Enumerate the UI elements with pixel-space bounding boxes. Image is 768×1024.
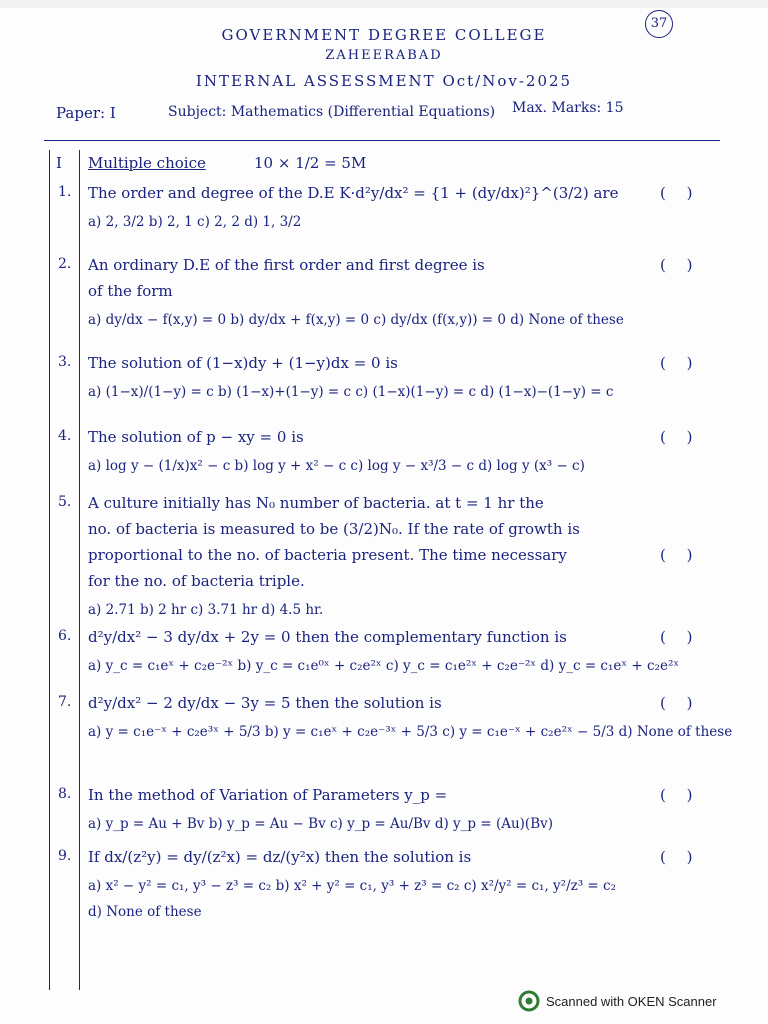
- scanner-text: Scanned with OKEN Scanner: [546, 993, 717, 1009]
- question-number: 2.: [58, 256, 72, 272]
- section-scheme: 10 × 1/2 = 5M: [254, 154, 367, 172]
- answer-options: a) log y − (1/x)x² − c b) log y + x² − c c) log y − x³/3 − c d) log y (x³ − c): [88, 458, 585, 474]
- answer-bracket: ( ): [660, 848, 701, 866]
- question-text: no. of bacteria is measured to be (3/2)N₀. If the rate of growth is: [88, 520, 580, 538]
- question-text: The order and degree of the D.E K·d²y/dx² = {1 + (dy/dx)²}^(3/2) are: [88, 184, 619, 202]
- answer-bracket: ( ): [660, 694, 701, 712]
- answer-options: d) None of these: [88, 904, 202, 920]
- answer-options: a) y_p = Au + Bv b) y_p = Au − Bv c) y_p = Au/Bv d) y_p = (Au)(Bv): [88, 816, 554, 832]
- header-divider: [44, 140, 720, 141]
- answer-bracket: ( ): [660, 546, 701, 564]
- page-top-edge: [0, 0, 768, 8]
- answer-bracket: ( ): [660, 256, 701, 274]
- answer-options: a) (1−x)/(1−y) = c b) (1−x)+(1−y) = c c) (1−x)(1−y) = c d) (1−x)−(1−y) = c: [88, 384, 614, 400]
- question-text: of the form: [88, 282, 173, 300]
- question-text: In the method of Variation of Parameters y_p =: [88, 786, 448, 804]
- question-number: 6.: [58, 628, 72, 644]
- answer-options: a) x² − y² = c₁, y³ − z³ = c₂ b) x² + y² = c₁, y³ + z³ = c₂ c) x²/y² = c₁, y²/z³ = c₂: [88, 878, 617, 894]
- college-town: ZAHEERABAD: [325, 48, 443, 63]
- page-number: 37: [645, 10, 673, 38]
- question-text: The solution of p − xy = 0 is: [88, 428, 304, 446]
- answer-bracket: ( ): [660, 428, 701, 446]
- margin-line-left: [49, 150, 50, 990]
- answer-bracket: ( ): [660, 354, 701, 372]
- subject-label: Subject: Mathematics (Differential Equations): [168, 104, 496, 120]
- question-text: A culture initially has N₀ number of bacteria. at t = 1 hr the: [88, 494, 544, 512]
- margin-line-right: [79, 150, 80, 990]
- answer-options: a) y_c = c₁eˣ + c₂e⁻²ˣ b) y_c = c₁e⁰ˣ + c₂e²ˣ c) y_c = c₁e²ˣ + c₂e⁻²ˣ d) y_c = c₁eˣ + c₂e²ˣ: [88, 658, 680, 674]
- section-roman: I: [56, 154, 62, 172]
- question-number: 5.: [58, 494, 72, 510]
- section-title: Multiple choice: [88, 154, 206, 172]
- exam-title: INTERNAL ASSESSMENT Oct/Nov-2025: [195, 72, 573, 90]
- answer-options: a) dy/dx − f(x,y) = 0 b) dy/dx + f(x,y) = 0 c) dy/dx (f(x,y)) = 0 d) None of these: [88, 312, 624, 328]
- question-number: 4.: [58, 428, 72, 444]
- question-text: An ordinary D.E of the first order and first degree is: [88, 256, 485, 274]
- question-text: If dx/(z²y) = dy/(z²x) = dz/(y²x) then the solution is: [88, 848, 472, 866]
- paper-label: Paper: I: [56, 104, 116, 122]
- question-text: for the no. of bacteria triple.: [88, 572, 305, 590]
- question-text: The solution of (1−x)dy + (1−y)dx = 0 is: [88, 354, 398, 372]
- answer-options: a) 2.71 b) 2 hr c) 3.71 hr d) 4.5 hr.: [88, 602, 324, 618]
- scanner-logo-icon: [518, 990, 540, 1012]
- answer-options: a) 2, 3/2 b) 2, 1 c) 2, 2 d) 1, 3/2: [88, 214, 302, 230]
- question-number: 7.: [58, 694, 72, 710]
- answer-bracket: ( ): [660, 786, 701, 804]
- answer-bracket: ( ): [660, 628, 701, 646]
- question-number: 3.: [58, 354, 72, 370]
- question-number: 1.: [58, 184, 72, 200]
- college-name: GOVERNMENT DEGREE COLLEGE: [221, 26, 547, 44]
- question-text: d²y/dx² − 2 dy/dx − 3y = 5 then the solution is: [88, 694, 442, 712]
- answer-bracket: ( ): [660, 184, 701, 202]
- question-text: proportional to the no. of bacteria present. The time necessary: [88, 546, 567, 564]
- question-number: 9.: [58, 848, 72, 864]
- question-text: d²y/dx² − 3 dy/dx + 2y = 0 then the complementary function is: [88, 628, 567, 646]
- question-number: 8.: [58, 786, 72, 802]
- answer-options: a) y = c₁e⁻ˣ + c₂e³ˣ + 5/3 b) y = c₁eˣ + c₂e⁻³ˣ + 5/3 c) y = c₁e⁻ˣ + c₂e²ˣ − 5/3 d) None of these: [88, 724, 733, 740]
- max-marks: Max. Marks: 15: [512, 100, 624, 116]
- scanner-footer: [518, 990, 717, 1012]
